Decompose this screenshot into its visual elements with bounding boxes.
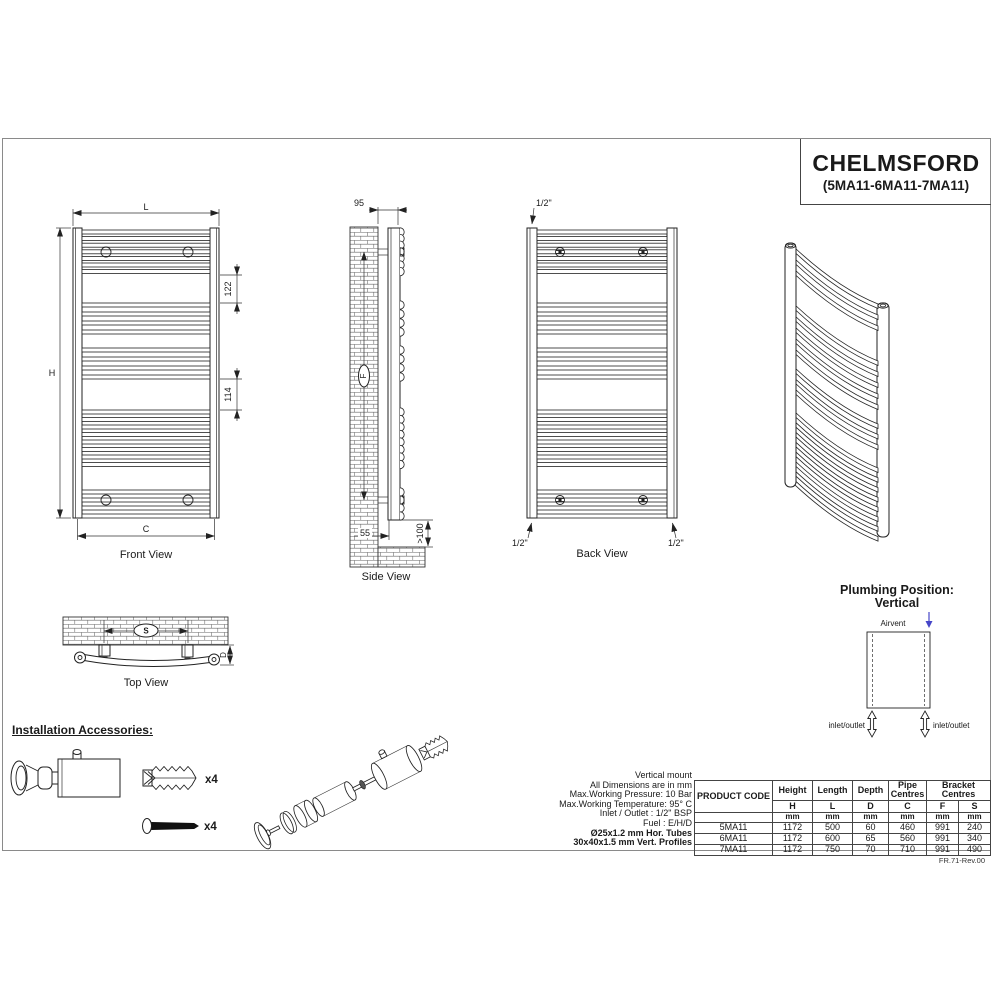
table-cell: 991 bbox=[927, 822, 959, 833]
table-cell: 600 bbox=[813, 833, 853, 844]
table-cell: 710 bbox=[889, 844, 927, 855]
inlet-outlet-left: inlet/outlet bbox=[828, 721, 865, 730]
col-sub-H: H bbox=[773, 800, 813, 812]
dim-F: F bbox=[359, 373, 369, 379]
radiator-outline bbox=[867, 632, 930, 708]
table-cell: 500 bbox=[813, 822, 853, 833]
inlet-outlet-right: inlet/outlet bbox=[933, 721, 970, 730]
perspective-bars bbox=[795, 248, 878, 541]
floor-section bbox=[378, 547, 425, 567]
dim-114: 114 bbox=[223, 387, 233, 402]
back-bars bbox=[537, 230, 667, 518]
table-cell: 991 bbox=[927, 844, 959, 855]
plumbing-title-line1: Plumbing Position: bbox=[840, 583, 954, 597]
unit-cell: mm bbox=[773, 812, 813, 822]
title-block bbox=[800, 139, 991, 205]
screw bbox=[143, 819, 199, 834]
spec-table bbox=[694, 780, 991, 856]
table-cell: 65 bbox=[853, 833, 889, 844]
table-row bbox=[695, 822, 991, 833]
wall-bracket bbox=[11, 750, 120, 798]
doc-reference: FR.71-Rev.00 bbox=[938, 856, 985, 865]
wall-plug bbox=[143, 767, 196, 790]
exploded-plug bbox=[418, 734, 451, 762]
tube-ends bbox=[400, 228, 404, 520]
flow-arrow-right bbox=[921, 711, 929, 737]
unit-cell: mm bbox=[889, 812, 927, 822]
dim-S: S bbox=[143, 626, 149, 636]
dim-half-br: 1/2" bbox=[668, 538, 684, 548]
product-codes: (5MA11-6MA11-7MA11) bbox=[822, 178, 970, 193]
table-cell: 1172 bbox=[773, 822, 813, 833]
table-cell: 5MA11 bbox=[695, 822, 773, 833]
unit-cell: mm bbox=[813, 812, 853, 822]
col-sub-D: D bbox=[853, 800, 889, 812]
flow-arrow-left bbox=[868, 711, 876, 737]
dim-C: C bbox=[142, 524, 150, 534]
table-cell: 1172 bbox=[773, 833, 813, 844]
col-sub-C: C bbox=[889, 800, 927, 812]
front-bars bbox=[82, 230, 210, 518]
perspective-view bbox=[785, 243, 889, 541]
table-cell: 991 bbox=[927, 833, 959, 844]
back-view bbox=[512, 198, 684, 560]
dim-H: H bbox=[48, 368, 56, 378]
notes-block bbox=[460, 771, 692, 848]
dim-122: 122 bbox=[223, 281, 233, 297]
accessories-drawings bbox=[11, 750, 218, 834]
back-view-label: Back View bbox=[576, 548, 628, 560]
note-line: Inlet / Outlet : 1/2" BSP bbox=[599, 808, 692, 819]
dim-half-top: 1/2" bbox=[536, 198, 552, 208]
dim-55: 55 bbox=[359, 528, 371, 538]
dim-L: L bbox=[143, 202, 149, 212]
airvent-label: Airvent bbox=[880, 619, 906, 628]
table-cell: 490 bbox=[959, 844, 991, 855]
unit-row bbox=[695, 812, 991, 822]
product-title: CHELMSFORD bbox=[812, 150, 980, 176]
airvent-arrowhead bbox=[926, 621, 933, 628]
unit-cell: mm bbox=[927, 812, 959, 822]
note-line-bold: 30x40x1.5 mm Vert. Profiles bbox=[573, 837, 692, 848]
table-row bbox=[695, 833, 991, 844]
dim-100: >100 bbox=[415, 523, 425, 544]
table-cell: 460 bbox=[889, 822, 927, 833]
note-line: Max.Working Temperature: 95° C bbox=[559, 798, 692, 809]
note-line: Fuel : E/H/D bbox=[642, 817, 692, 828]
table-cell: 60 bbox=[853, 822, 889, 833]
col-height: Height bbox=[773, 781, 813, 801]
col-bracket-centres: Bracket Centres bbox=[927, 781, 991, 801]
unit-cell-empty bbox=[695, 812, 773, 822]
top-view bbox=[63, 617, 234, 689]
col-product-code: PRODUCT CODE bbox=[695, 781, 773, 813]
table-cell: 7MA11 bbox=[695, 844, 773, 855]
col-sub-S: S bbox=[959, 800, 991, 812]
table-cell: 6MA11 bbox=[695, 833, 773, 844]
dim-half-bl: 1/2" bbox=[512, 538, 528, 548]
front-view-label: Front View bbox=[119, 549, 173, 561]
note-line: Max.Working Pressure: 10 Bar bbox=[569, 789, 692, 800]
note-line-bold: Ø25x1.2 mm Hor. Tubes bbox=[590, 827, 692, 838]
col-sub-F: F bbox=[927, 800, 959, 812]
plumbing-diagram bbox=[829, 612, 971, 737]
table-cell: 750 bbox=[813, 844, 853, 855]
col-depth: Depth bbox=[853, 781, 889, 801]
front-view bbox=[49, 202, 242, 561]
dim-95: 95 bbox=[353, 198, 365, 208]
side-view-label: Side View bbox=[361, 571, 411, 583]
exploded-assembly bbox=[247, 722, 453, 852]
dowel-qty: x4 bbox=[205, 774, 218, 786]
unit-cell: mm bbox=[959, 812, 991, 822]
table-cell: 70 bbox=[853, 844, 889, 855]
accessories-heading: Installation Accessories: bbox=[12, 723, 153, 737]
col-sub-L: L bbox=[813, 800, 853, 812]
note-line: Vertical mount bbox=[634, 770, 692, 780]
col-length: Length bbox=[813, 781, 853, 801]
side-view bbox=[350, 198, 433, 583]
plumbing-title bbox=[822, 584, 972, 610]
note-line: All Dimensions are in mm bbox=[589, 779, 692, 790]
unit-cell: mm bbox=[853, 812, 889, 822]
top-view-label: Top View bbox=[123, 677, 169, 689]
col-pipe-centres: Pipe Centres bbox=[889, 781, 927, 801]
table-cell: 560 bbox=[889, 833, 927, 844]
table-cell: 1172 bbox=[773, 844, 813, 855]
table-row bbox=[695, 844, 991, 855]
dim-D: D bbox=[219, 652, 228, 658]
screw-qty: x4 bbox=[204, 821, 217, 833]
plumbing-title-line2: Vertical bbox=[874, 596, 920, 610]
table-cell: 240 bbox=[959, 822, 991, 833]
table-cell: 340 bbox=[959, 833, 991, 844]
